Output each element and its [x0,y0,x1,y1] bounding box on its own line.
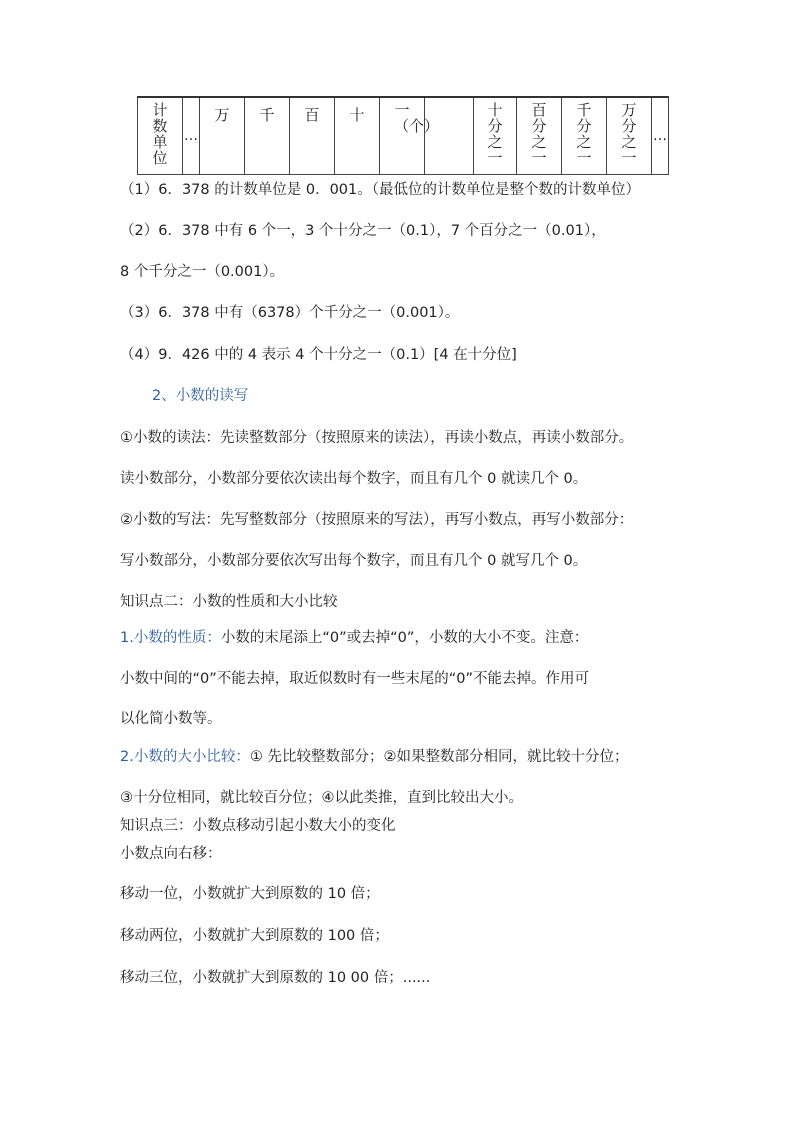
table-cell-wan [200,97,245,175]
table-cell-qian [245,97,290,175]
text-line: 移动一位，小数就扩大到原数的 10 倍； [120,886,380,902]
cell-text: … [184,128,198,144]
cell-text: 计数单位 [152,101,168,167]
text-line: （4）9．426 中的 4 表示 4 个十分之一（0.1）[4 在十分位] [120,347,517,363]
text-line: 小数中间的“0”不能去掉，取近似数时有一些末尾的“0”不能去掉。作用可 [120,671,589,687]
text-line: 写小数部分，小数部分要依次写出每个数字，而且有几个 0 就写几个 0。 [120,553,588,569]
knowledge-point-heading: 知识点二：小数的性质和大小比较 [120,594,338,610]
table-cell-hundredths [517,97,562,175]
text-line: 8 个千分之一（0.001）。 [120,264,285,280]
text-line [120,628,588,648]
text-line: ③十分位相同，就比较百分位；④以此类推，直到比较出大小。 [120,790,523,806]
text-line: ①小数的读法：先读整数部分（按照原来的读法），再读小数点，再读小数部分。 [120,430,634,446]
text-line: ②小数的写法：先写整数部分（按照原来的写法），再写小数点，再写小数部分： [120,512,634,528]
text-line: 小数点向右移： [120,846,222,862]
cell-text: 十分之一 [487,101,503,167]
cell-text: 万分之一 [621,101,637,167]
section-heading: 2、小数的读写 [152,388,249,404]
table-cell-bai [290,97,335,175]
table-cell-ellipsis [183,97,200,175]
table-cell-shi [335,97,380,175]
table-cell-empty [425,97,474,175]
property-label: 1.小数的性质： [120,630,221,646]
cell-text: 一（个） [394,101,440,135]
text-line: 移动三位，小数就扩大到原数的 10 00 倍；...... [120,970,431,986]
table-cell-ten-thousandths [607,97,652,175]
text-line: （1）6．378 的计数单位是 0．001。（最低位的计数单位是整个数的计数单位） [120,182,640,198]
compare-text: ① 先比较整数部分；②如果整数部分相同，就比较十分位； [249,749,629,765]
knowledge-point-heading: 知识点三：小数点移动引起小数大小的变化 [120,818,396,834]
cell-text: … [653,128,667,144]
table-cell-ge [380,97,440,175]
cell-text: 万 [214,106,230,124]
text-line: 以化简小数等。 [120,711,222,727]
table-cell-thousandths [562,97,607,175]
compare-label: 2.小数的大小比较： [120,749,250,765]
table-cell-ellipsis-end [652,97,669,175]
cell-text: 千 [259,106,275,124]
property-text: 小数的末尾添上“0”或去掉“0”，小数的大小不变。注意： [220,630,589,646]
text-line: 读小数部分，小数部分要依次读出每个数字，而且有几个 0 就读几个 0。 [120,471,588,487]
cell-text: 百分之一 [531,101,547,167]
text-line: （2）6．378 中有 6 个一，3 个十分之一（0.1），7 个百分之一（0.01）， [120,223,606,239]
cell-text: 十 [349,106,365,124]
text-line: 移动两位，小数就扩大到原数的 100 倍； [120,928,389,944]
cell-text: 千分之一 [576,101,592,167]
place-value-table [137,96,669,175]
table-row [138,97,669,175]
table-cell-unit-label [138,97,183,175]
cell-text: 百 [304,106,320,124]
text-line [120,747,628,767]
text-line: （3）6．378 中有（6378）个千分之一（0.001）。 [120,305,460,321]
table-cell-tenths [474,97,517,175]
